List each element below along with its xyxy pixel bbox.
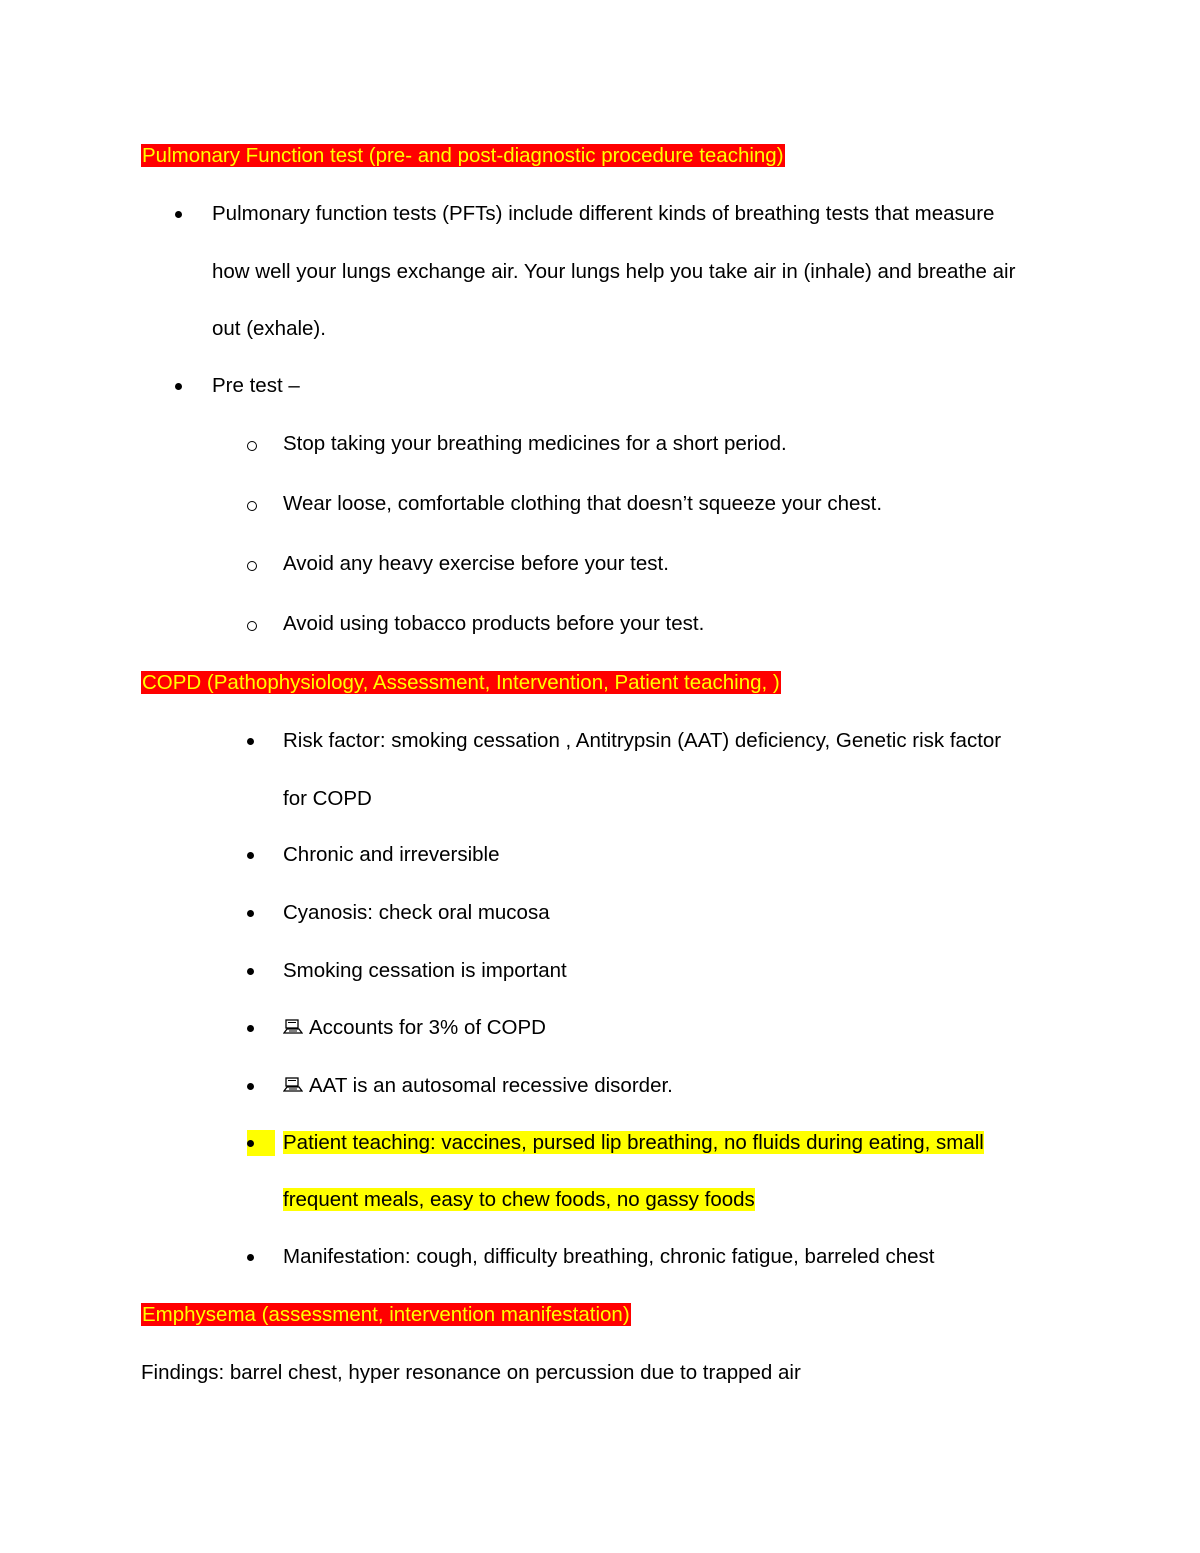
circle-bullet-icon: [247, 561, 257, 571]
pft-bullet1-line3: out (exhale).: [212, 317, 326, 340]
bullet-icon: [247, 1254, 254, 1261]
copd-icon-item: [283, 1015, 546, 1041]
bullet-icon: [247, 738, 254, 745]
pretest-item: Stop taking your breathing medicines for a short period.: [283, 432, 787, 455]
pft-bullet1-line2: how well your lungs exchange air. Your lungs help you take air in (inhale) and breathe air: [212, 260, 1016, 283]
copd-heading: COPD (Pathophysiology, Assessment, Intervention, Patient teaching, ): [142, 671, 780, 694]
emphysema-heading-line: [141, 1302, 631, 1328]
pft-heading: Pulmonary Function test (pre- and post-diagnostic procedure teaching): [142, 144, 784, 167]
bullet-icon: [247, 968, 254, 975]
copd-manifestation: Manifestation: cough, difficulty breathing, chronic fatigue, barreled chest: [283, 1245, 935, 1268]
pretest-item: Avoid any heavy exercise before your test.: [283, 552, 669, 575]
computer-icon: [283, 1018, 303, 1036]
copd-item: Cyanosis: check oral mucosa: [283, 901, 550, 924]
emphysema-findings: Findings: barrel chest, hyper resonance on percussion due to trapped air: [141, 1361, 801, 1384]
pretest-item: Avoid using tobacco products before your test.: [283, 612, 705, 635]
copd-item: Smoking cessation is important: [283, 959, 567, 982]
pft-heading-line: [141, 143, 785, 169]
copd-teaching-line2: [283, 1187, 755, 1213]
circle-bullet-icon: [247, 621, 257, 631]
pretest-item: Wear loose, comfortable clothing that doesn’t squeeze your chest.: [283, 492, 883, 515]
copd-risk-line2: for COPD: [283, 787, 372, 810]
copd-teaching-line1: [283, 1130, 984, 1156]
pft-bullet1-line1: Pulmonary function tests (PFTs) include different kinds of breathing tests that measure: [212, 202, 995, 225]
copd-icon-item-text: Accounts for 3% of COPD: [309, 1016, 546, 1039]
bullet-icon: [247, 852, 254, 859]
copd-icon-item: [283, 1073, 673, 1099]
circle-bullet-icon: [247, 441, 257, 451]
circle-bullet-icon: [247, 501, 257, 511]
bullet-icon: [247, 1025, 254, 1032]
copd-risk-line1: Risk factor: smoking cessation , Antitrypsin (AAT) deficiency, Genetic risk factor: [283, 729, 1002, 752]
copd-teaching-text1: Patient teaching: vaccines, pursed lip breathing, no fluids during eating, small: [283, 1131, 984, 1154]
bullet-icon: [247, 910, 254, 917]
bullet-icon: [247, 1140, 254, 1147]
pft-pretest-label: Pre test –: [212, 374, 300, 397]
bullet-icon: [175, 383, 182, 390]
bullet-icon: [175, 211, 182, 218]
copd-item: Chronic and irreversible: [283, 843, 500, 866]
copd-teaching-text2: frequent meals, easy to chew foods, no gassy foods: [283, 1188, 755, 1211]
emphysema-heading: Emphysema (assessment, intervention manifestation): [142, 1303, 630, 1326]
copd-icon-item-text: AAT is an autosomal recessive disorder.: [309, 1074, 673, 1097]
computer-icon: [283, 1076, 303, 1094]
copd-heading-line: [141, 670, 781, 696]
bullet-icon: [247, 1083, 254, 1090]
